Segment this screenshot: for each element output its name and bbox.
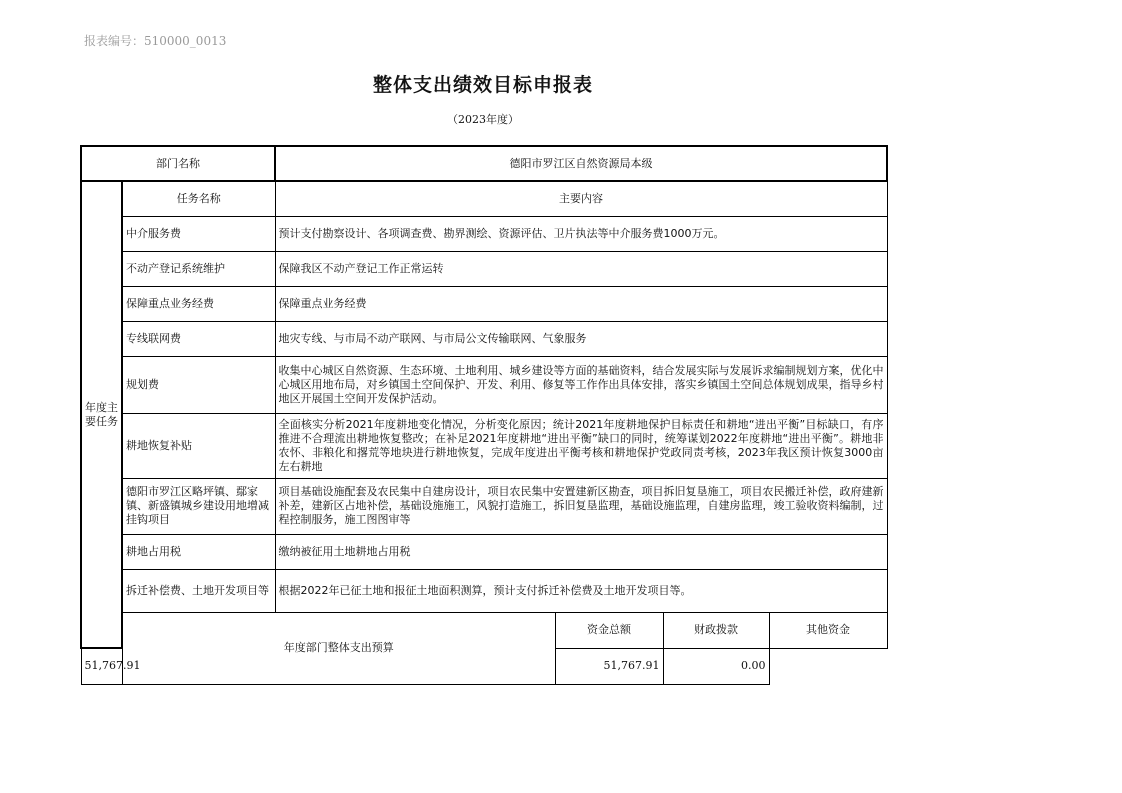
budget-total-value: 51,767.91 — [81, 648, 122, 684]
budget-fiscal-header: 财政拨款 — [663, 612, 769, 648]
budget-fiscal-value: 51,767.91 — [555, 648, 663, 684]
task-content: 根据2022年已征土地和报征土地面积测算，预计支付拆迁补偿费及土地开发项目等。 — [275, 569, 887, 612]
table-row — [81, 356, 887, 413]
table-row — [81, 612, 887, 648]
form-number: 报表编号：510000_0013 — [84, 34, 227, 48]
task-content: 地灾专线、与市局不动产联网、与市局公文传输联网、气象服务 — [275, 321, 887, 356]
task-name: 专线联网费 — [122, 321, 275, 356]
task-content: 项目基础设施配套及农民集中自建房设计，项目农民集中安置建新区勘查，项目拆旧复垦施工，项目农民搬迁补偿，政府建新补差，建新区占地补偿，基础设施施工，风貌打造施工，拆旧复垦监理，基础设施监理，自建房监理，竣工验收资料编制，过程控制服务，施工图图审等 — [275, 478, 887, 534]
task-name: 拆迁补偿费、土地开发项目等 — [122, 569, 275, 612]
table-row — [81, 181, 887, 216]
table-row — [81, 569, 887, 612]
annual-tasks-group-label: 年度主要任务 — [81, 181, 122, 648]
table-row — [81, 286, 887, 321]
task-content: 缴纳被征用土地耕地占用税 — [275, 534, 887, 569]
table-row — [81, 216, 887, 251]
main-content-header: 主要内容 — [275, 181, 887, 216]
task-content: 预计支付勘察设计、各项调查费、勘界测绘、资源评估、卫片执法等中介服务费1000万元。 — [275, 216, 887, 251]
table-row — [81, 413, 887, 478]
task-name: 耕地恢复补贴 — [122, 413, 275, 478]
budget-label: 年度部门整体支出预算 — [122, 612, 555, 684]
task-name: 中介服务费 — [122, 216, 275, 251]
task-content: 保障重点业务经费 — [275, 286, 887, 321]
table-row — [81, 146, 887, 181]
task-name: 耕地占用税 — [122, 534, 275, 569]
table-row — [81, 321, 887, 356]
task-name-header: 任务名称 — [122, 181, 275, 216]
task-name: 不动产登记系统维护 — [122, 251, 275, 286]
budget-other-value: 0.00 — [663, 648, 769, 684]
task-name: 德阳市罗江区略坪镇、鄢家镇、新盛镇城乡建设用地增减挂钩项目 — [122, 478, 275, 534]
report-year: （2023年度） — [447, 113, 519, 126]
page-title: 整体支出绩效目标申报表 — [372, 74, 593, 96]
dept-name-value: 德阳市罗江区自然资源局本级 — [275, 146, 887, 181]
task-content: 全面核实分析2021年度耕地变化情况，分析变化原因；统计2021年度耕地保护目标责任和耕地“进出平衡”目标缺口，有序推进不合理流出耕地恢复整改；在补足2021年度耕地“进出平衡”缺口的同时，统筹谋划2022年度耕地“进出平衡”。耕地非农怀、非粮化和撂荒等地块进行耕地恢复，完成年度进出平衡考核和耕地保护党政同责考核，2023年我区预计恢复3000亩左右耕地 — [275, 413, 887, 478]
task-name: 规划费 — [122, 356, 275, 413]
task-content: 收集中心城区自然资源、生态环境、土地利用、城乡建设等方面的基础资料，结合发展实际与发展诉求编制规划方案，优化中心城区用地布局，对乡镇国土空间保护、开发、利用、修复等工作作出具体安排，落实乡镇国土空间总体规划成果，指导乡村地区开展国土空间开发保护活动。 — [275, 356, 887, 413]
table-row — [81, 534, 887, 569]
budget-other-header: 其他资金 — [769, 612, 887, 648]
table-row — [81, 251, 887, 286]
performance-target-table — [80, 145, 888, 685]
table-row — [81, 478, 887, 534]
dept-name-label: 部门名称 — [81, 146, 275, 181]
task-name: 保障重点业务经费 — [122, 286, 275, 321]
task-content: 保障我区不动产登记工作正常运转 — [275, 251, 887, 286]
budget-total-header: 资金总额 — [555, 612, 663, 648]
